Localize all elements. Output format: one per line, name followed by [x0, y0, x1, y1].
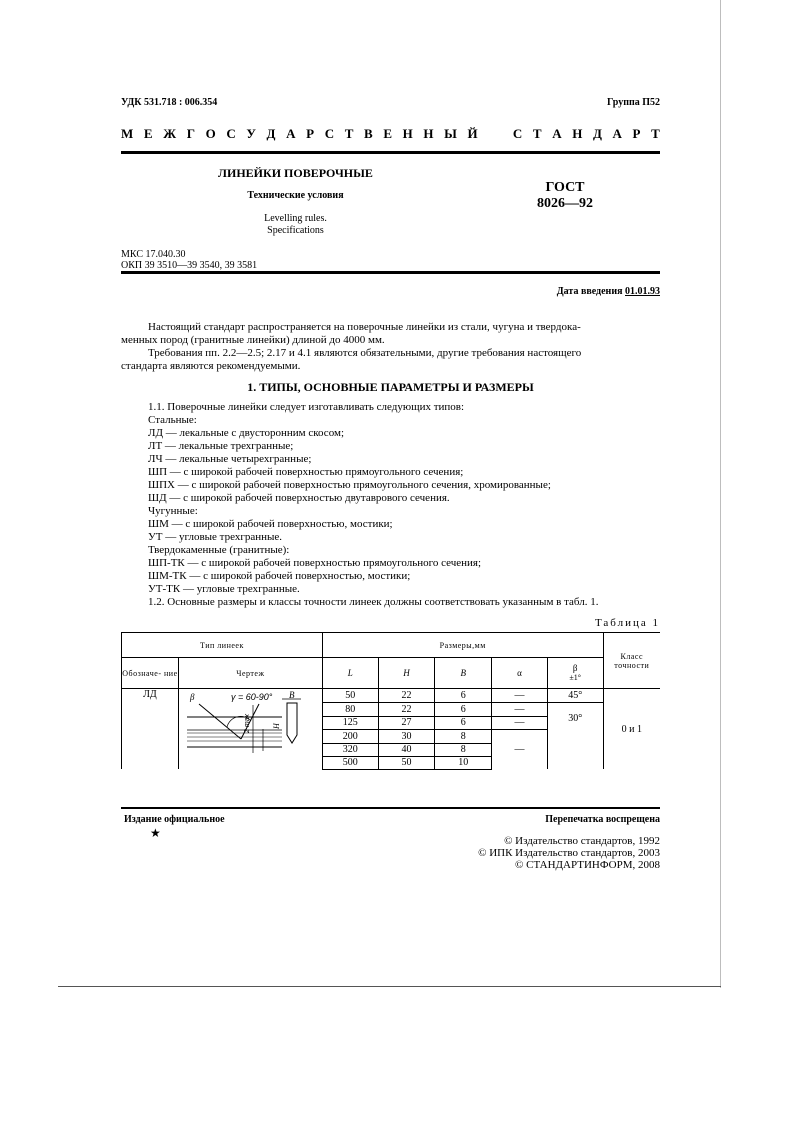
ruler-section-profile [287, 703, 297, 743]
col-L: L [322, 658, 378, 689]
banner-letter: С [512, 126, 523, 141]
list-item: ШПХ — с широкой рабочей поверхностью прямоугольного сечения, хромированные; [148, 479, 551, 491]
cell-alpha: — [492, 703, 548, 717]
gost-number: 8026—92 [537, 196, 593, 211]
banner-letter: Д [266, 126, 276, 141]
list-item: Стальные: [148, 414, 197, 426]
banner-letter: А [552, 126, 562, 141]
cell-H: 40 [378, 743, 435, 756]
mks-code: МКС 17.040.30 [121, 249, 186, 260]
official-edition: Издание официальное [124, 814, 225, 825]
cell-beta-first: 45° [547, 689, 603, 703]
list-item: 1.1. Поверочные линейки следует изготавливать следующих типов: [148, 401, 465, 413]
list-item: ЛЧ — лекальные четырехгранные; [148, 453, 312, 465]
list-item: ЛД — лекальные с двусторонним скосом; [148, 427, 345, 439]
cell-accuracy-class: 0 и 1 [603, 689, 660, 770]
cell-H: 30 [378, 729, 435, 743]
list-item: ШМ — с широкой рабочей поверхностью, мостики; [148, 518, 393, 530]
intro-p1-line1: Настоящий стандарт распространяется на поверочные линейки из стали, чугуна и твердока- [148, 321, 581, 333]
col-designation: Обозначе- ние [122, 658, 179, 689]
list-item: Твердокаменные (гранитные): [148, 544, 290, 556]
designation-cell: ЛД [122, 689, 179, 770]
banner-letter: Г [186, 126, 195, 141]
banner-letter: О [205, 126, 216, 141]
cell-B: 8 [435, 743, 492, 756]
banner-letter: М [121, 126, 134, 141]
section-heading: 1. ТИПЫ, ОСНОВНЫЕ ПАРАМЕТРЫ И РАЗМЕРЫ [247, 380, 534, 394]
reprint-notice: Перепечатка воспрещена [545, 814, 660, 825]
page-edge-right [720, 0, 721, 988]
drawing-line [199, 704, 241, 739]
banner-letter: Н [423, 126, 434, 141]
copyright-line: © СТАНДАРТИНФОРМ, 2008 [515, 859, 660, 871]
drawing-label-hmax: 2 max [243, 713, 251, 733]
copyright-block [478, 835, 660, 871]
list-item: Чугунные: [148, 505, 198, 517]
cell-beta-rest: 30° [547, 703, 603, 770]
intro-date-label: Дата введения [556, 286, 623, 297]
col-H: H [378, 658, 435, 689]
list-item: ШД — с широкой рабочей поверхностью двутаврового сечения. [148, 492, 450, 504]
standard-banner [121, 126, 660, 142]
cell-H: 22 [378, 703, 435, 717]
cell-alpha-value: — [514, 743, 525, 755]
banner-letter: У [246, 126, 256, 141]
banner-letter: Е [143, 126, 153, 141]
banner-letter: Т [532, 126, 542, 141]
drawing-label-beta: β [189, 692, 195, 702]
banner-letter: С [324, 126, 335, 141]
list-item: ШП-ТК — с широкой рабочей поверхностью прямоугольного сечения; [148, 557, 482, 569]
header-sizes: Размеры,мм [322, 633, 603, 658]
banner-letter: Д [592, 126, 602, 141]
intro-date-line [557, 286, 660, 297]
types-list [148, 401, 598, 609]
copyright-line: © Издательство стандартов, 1992 [504, 835, 660, 847]
cell-B: 10 [435, 756, 492, 769]
cell-B: 6 [435, 716, 492, 729]
intro-p2-line1: Требования пп. 2.2—2.5; 2.17 и 4.1 являются обязательными, другие требования настоящего [148, 347, 582, 359]
banner-letter: А [286, 126, 296, 141]
intro-p2-line2: стандарта являются рекомендуемыми. [121, 360, 301, 372]
title-rule-top [121, 151, 660, 154]
drawing-label-h: H [271, 723, 281, 729]
list-item: УТ — угловые трехгранные. [148, 531, 283, 543]
col-drawing: Чертеж [178, 658, 322, 689]
document-title: ЛИНЕЙКИ ПОВЕРОЧНЫЕ [218, 166, 373, 180]
banner-letter: Е [383, 126, 392, 141]
cell-B: 6 [435, 703, 492, 717]
okp-code: ОКП 39 3510—39 3540, 39 3581 [121, 260, 258, 271]
cell-alpha: — [492, 716, 548, 729]
copyright-line: © ИПК Издательство стандартов, 2003 [478, 847, 660, 859]
english-title-line1: Levelling rules. [264, 213, 327, 224]
cell-alpha: — [492, 689, 548, 703]
cell-alpha [492, 729, 548, 769]
banner-letter: Ж [163, 126, 177, 141]
cell-L: 125 [322, 716, 378, 729]
cell-L: 200 [322, 729, 378, 743]
title-rule-bottom [121, 271, 660, 274]
banner-letter: А [612, 126, 622, 141]
drawing-label-gamma: γ = 60-90° [230, 692, 273, 702]
drawing-cell [178, 689, 322, 770]
document-subtitle: Технические условия [247, 190, 344, 201]
cell-H: 50 [378, 756, 435, 769]
list-item: ШМ-ТК — с широкой рабочей поверхностью, мостики; [148, 570, 411, 582]
gost-label: ГОСТ [545, 180, 585, 195]
banner-letter: Н [402, 126, 413, 141]
banner-letter: Й [467, 126, 478, 141]
english-title-line2: Specifications [267, 225, 324, 236]
banner-letter: Т [651, 126, 660, 141]
banner-letter: Т [344, 126, 354, 141]
intro-date: 01.01.93 [625, 286, 660, 297]
col-beta [547, 658, 603, 689]
star-mark: ★ [150, 826, 161, 840]
table-1 [121, 632, 660, 770]
intro-paragraph-1 [121, 321, 660, 347]
col-alpha: α [492, 658, 548, 689]
udk-code: УДК 531.718 : 006.354 [121, 97, 218, 108]
list-item: 1.2. Основные размеры и классы точности линеек должны соответствовать указанным в табл. 1. [148, 596, 599, 608]
cell-L: 80 [322, 703, 378, 717]
cell-L: 320 [322, 743, 378, 756]
intro-paragraph-2 [121, 347, 660, 373]
list-item: УТ-ТК — угловые трехгранные. [148, 583, 300, 595]
header-class: Класс точности [603, 633, 660, 689]
cell-B: 8 [435, 729, 492, 743]
header-type: Тип линеек [122, 633, 323, 658]
drawing-label-b: B [288, 690, 295, 700]
cell-B: 6 [435, 689, 492, 703]
banner-letter: С [226, 126, 236, 141]
col-B: B [435, 658, 492, 689]
intro-p1-line2: менных пород (гранитные линейки) длиной до 4000 мм. [121, 334, 385, 346]
banner-letter: В [364, 126, 373, 141]
list-item: ЛТ — лекальные трехгранные; [148, 440, 294, 452]
list-item: ШП — с широкой рабочей поверхностью прямоугольного сечения; [148, 466, 464, 478]
col-beta-symbol: β [572, 663, 578, 673]
banner-letter: Ы [444, 126, 457, 141]
cell-H: 27 [378, 716, 435, 729]
group-code: Группа П52 [607, 97, 660, 108]
footer-rule [121, 807, 660, 809]
banner-letter: Н [572, 126, 583, 141]
banner-letter: Р [306, 126, 315, 141]
page-edge-bottom [58, 986, 721, 987]
col-beta-tolerance: ±1° [569, 673, 581, 682]
banner-letter: Р [632, 126, 641, 141]
cell-L: 50 [322, 689, 378, 703]
table-caption: Таблица 1 [594, 617, 660, 629]
cell-H: 22 [378, 689, 435, 703]
ruler-drawing [179, 689, 322, 769]
cell-L: 500 [322, 756, 378, 769]
